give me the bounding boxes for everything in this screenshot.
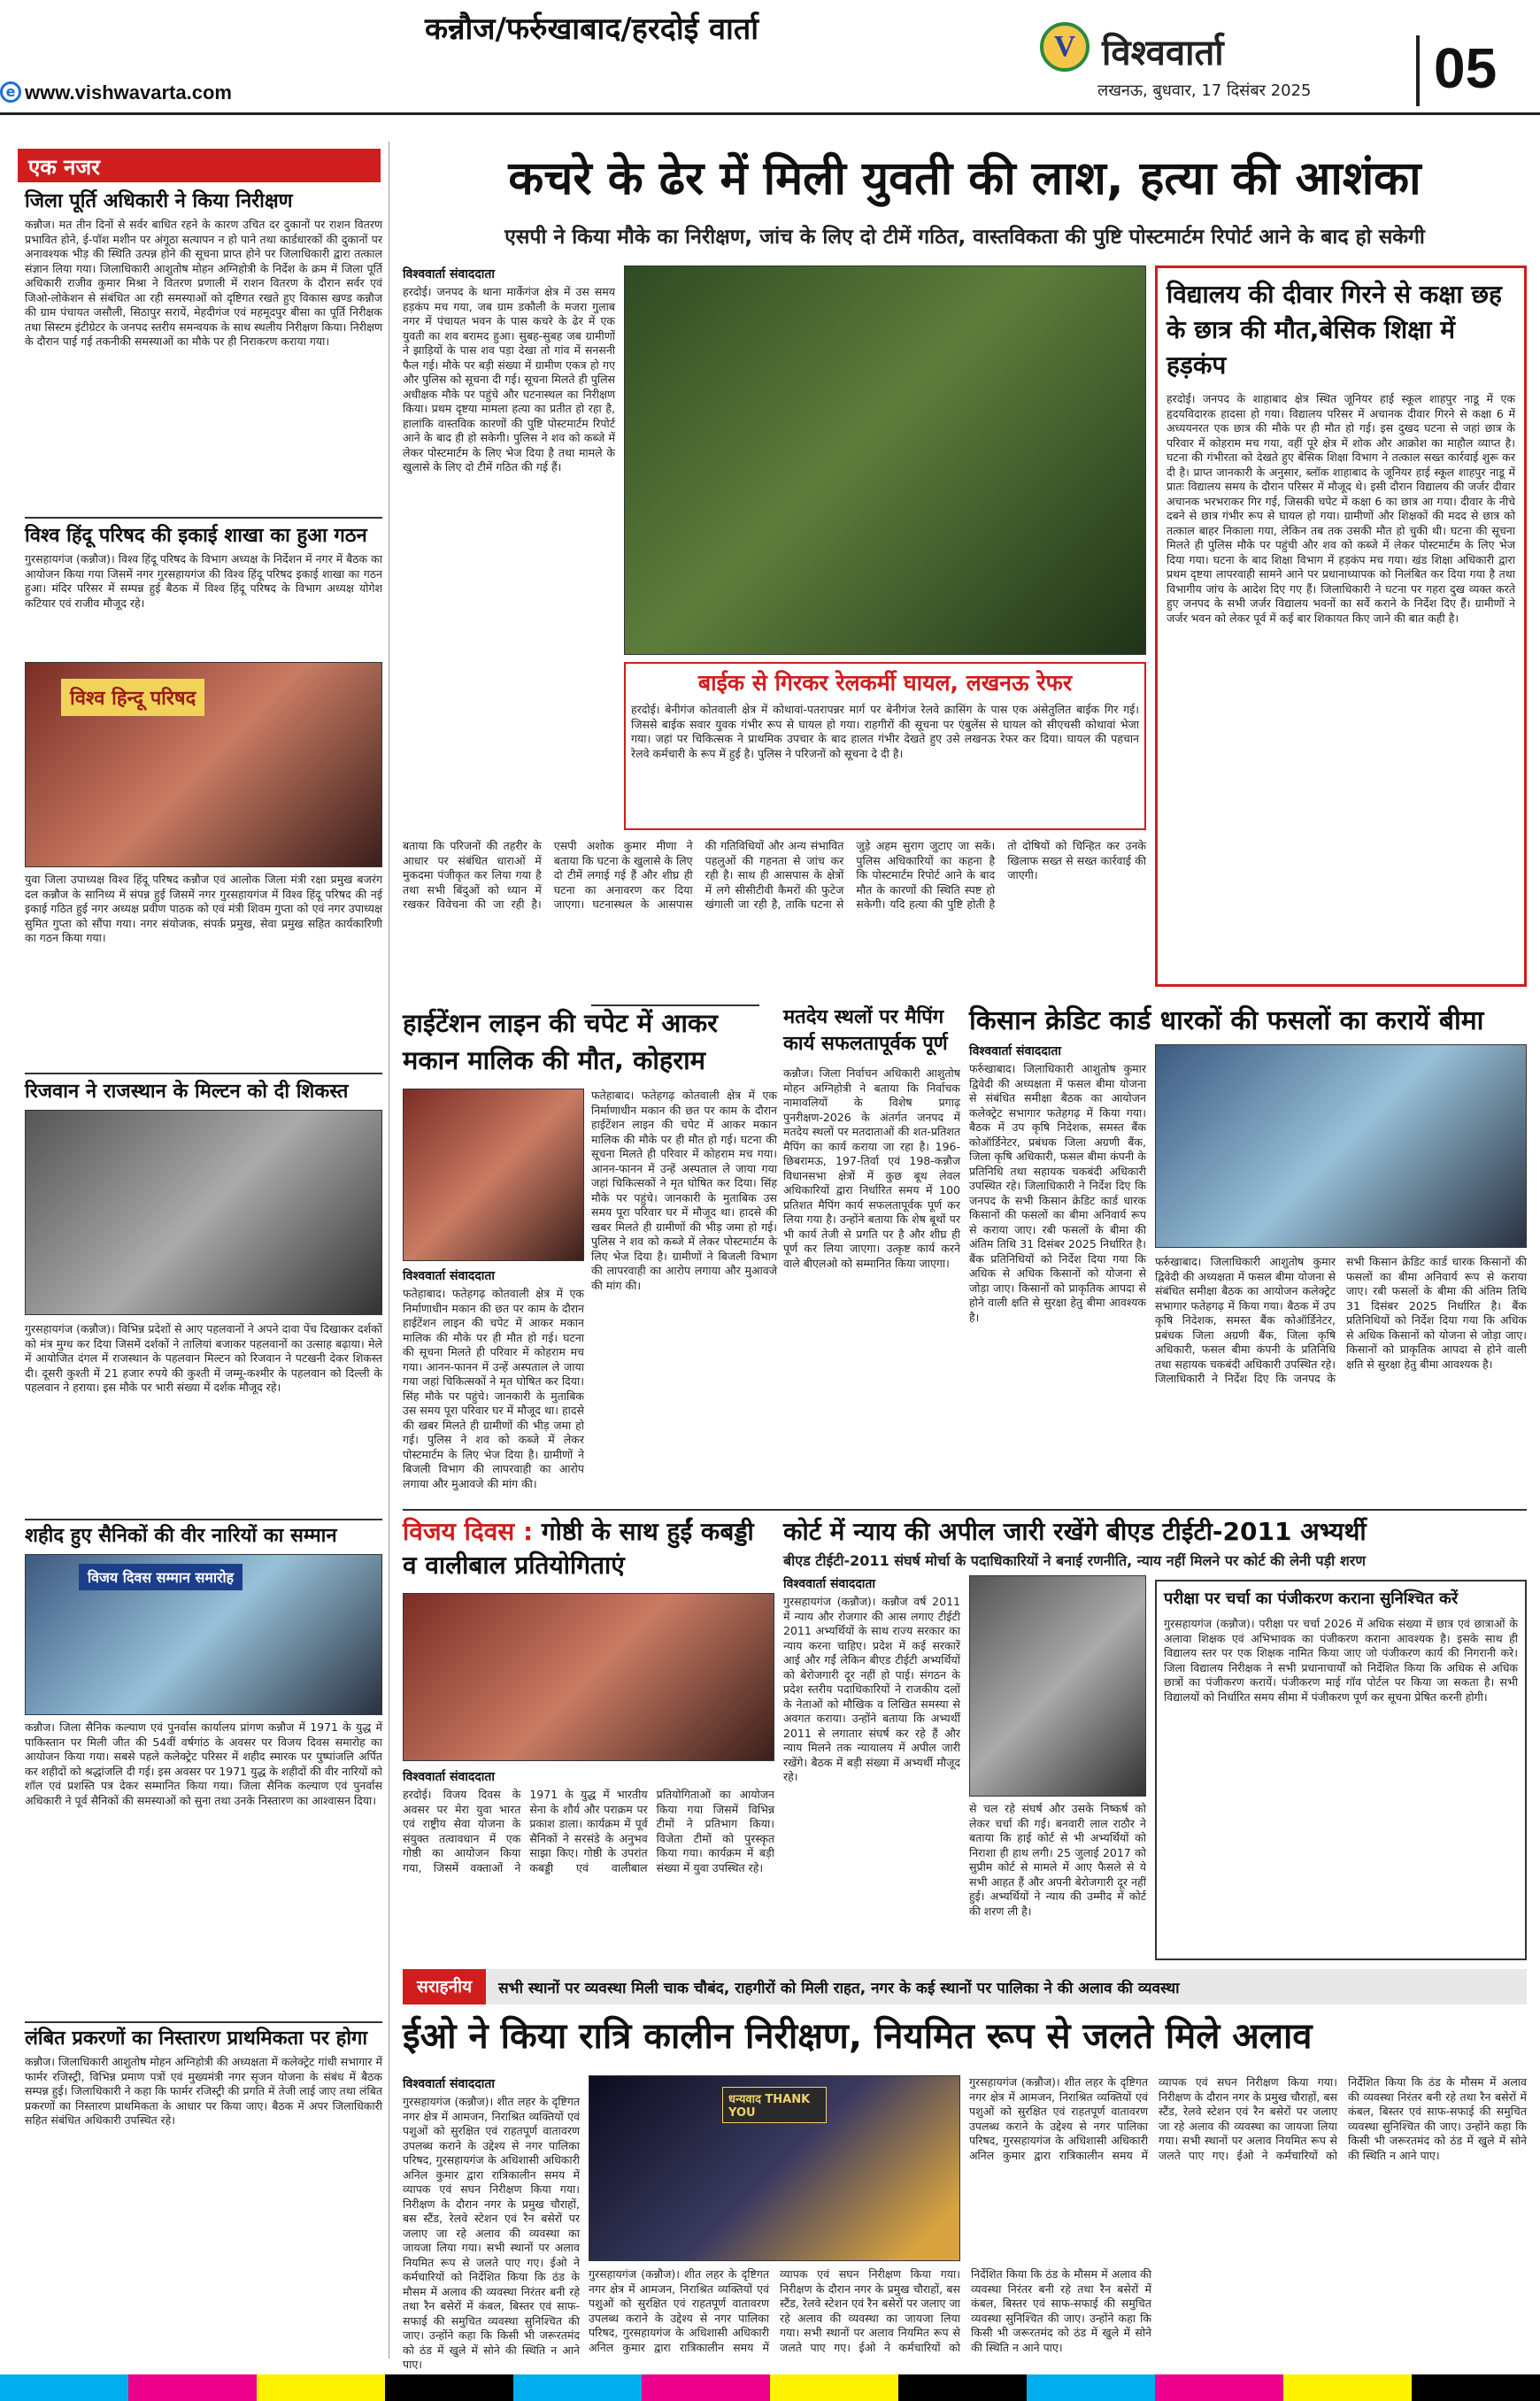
tet-byline: विश्ववार्ता संवाददाता (783, 1577, 876, 1591)
vijay-headline-text: गोष्ठी के साथ हुईं कबड्डी व वालीबाल प्रतियोगिताएं (403, 1517, 754, 1580)
pariksha-story-box (1155, 1580, 1527, 1960)
lead-deck: एसपी ने किया मौके का निरीक्षण, जांच के लिए दो टीमें गठित, वास्तविकता की पुष्टि पोस्टमार्टम रिपोर्ट आने के बाद हो सकेगी (504, 226, 1425, 249)
story-body: कन्नौज। जिला सैनिक कल्याण एवं पुनर्वास कार्यालय प्रांगण कन्नौज में 1971 के युद्ध में पाकिस्तान पर मिली जीत की 54वीं वर्षगांठ के अवसर पर विजय दिवस समारोह का आयोजन किया गया। सबसे पहले कलेक्ट्रेट परिसर में शहीद स्मारक पर पुष्पांजलि अर्पित कर शहीदों को श्रद्धांजलि दी गई। इस अवसर पर 1971 युद्ध के शहीदों की वीर नारियों को शॉल एवं प्रशस्ति पत्र देकर सम्मानित किया गया। जिला सैनिक कल्याण एवं पुनर्वास अधिकारी ने पूर्व सैनिकों की समस्याओं को सुना तथा उनके निस्तारण का आश्वासन दिया। (25, 1720, 382, 1807)
hightension-body-2: फतेहाबाद। फतेहगढ़ कोतवाली क्षेत्र में एक निर्माणाधीन मकान की छत पर काम के दौरान हाईटेंशन लाइन की चपेट में आकर मकान मालिक की मौके पर ही मौत हो गई। घटना की सूचना मिलते ही परिवार में कोहराम मच गया। आनन-फानन में उन्हें अस्पताल ले जाया गया जहां चिकित्सकों ने मृत घोषित कर दिया। सिंह मौके पर पहुंचे। जानकारी के मुताबिक उस समय पूरा परिवार घर में मौजूद था। हादसे की खबर मिलते ही ग्रामीणों की भीड़ जमा हो गई। पुलिस ने शव को कब्जे में लेकर पोस्टमार्टम के लिए भेज दिया है। ग्रामीणों ने बिजली विभाग की लापरवाही का आरोप लगाया और मुआवजे की मांग की। (591, 1089, 777, 1292)
eo-byline: विश्ववार्ता संवाददाता (403, 2077, 496, 2091)
school-story-box (1155, 265, 1527, 987)
story-body: गुरसहायगंज (कन्नौज)। विभिन्न प्रदेशों से आए पहलवानों ने अपने दावा पेंच दिखाकर दर्शकों को मंत्र मुग्ध कर दिया जिसमें दर्शकों ने तालियां बजाकर पहलवानों का उत्साह बढ़ाया। मेले में आयोजित दंगल में राजस्थान के पहलवान मिल्टन को रिजवान ने पटखनी देकर शिकस्त दी। दूसरी कुश्ती में 21 हजार रुपये की कुश्ती में जम्मू-कश्मीर के पहलवान को दिल्ली के पहलवान ने हराया। इस मौके पर भारी संख्या में दर्शक मौजूद रहे। (25, 1322, 382, 1394)
photo-banner: विश्व हिन्दू परिषद (61, 679, 204, 716)
story-title: शहीद हुए सैनिकों की वीर नारियों का सम्मान (25, 1525, 337, 1547)
story-body: युवा जिला उपाध्यक्ष विश्व हिंदू परिषद कन्नौज एवं आलोक जिला मंत्री रक्षा प्रमुख बजरंग दल कन्नौज के सानिध्य में संपन्न हुई जिसमें नगर गुरसहायगंज में विश्व हिंदू परिषद की नई इकाई गठित हुई नगर अध्यक्ष प्रवीण पाठक को एवं मंत्री शिवम गुप्ता को एवं नगर उपाध्यक्ष सुमित गुप्ता को सौंपा गया। नगर संयोजक, संपर्क प्रमुख, सेवा प्रमुख सहित कार्यकारिणी का गठन किया गया। (25, 873, 382, 944)
tet-leader-photo (969, 1575, 1146, 1797)
vijay-diwas-photo (403, 1593, 774, 1761)
vijay-headline (403, 1515, 774, 1582)
photo-sign: धन्यवाद THANK YOU (722, 2087, 827, 2123)
pariksha-headline: परीक्षा पर चर्चा का पंजीकरण कराना सुनिश्चित करें (1164, 1589, 1459, 1608)
website-url[interactable]: www.vishwavarta.com (25, 81, 232, 104)
story-body: कन्नौज। जिलाधिकारी आशुतोष मोहन अग्निहोत्री की अध्यक्षता में कलेक्ट्रेट गांधी सभागार में फार्मर रजिस्ट्री, विभिन्न प्रमाण पत्रों एवं मुख्यमंत्री नगर सृजन योजना के संबंध में बैठक सम्पन्न हुई। जिलाधिकारी ने कहा कि फार्मर रजिस्ट्री की प्रगति में तेजी लाई जाए तथा लंबित प्रकरणों का निस्तारण प्राथमिकता के आधार पर किया जाए। बैठक में अपर जिलाधिकारी सहित संबंधित अधिकारी उपस्थित रहे। (25, 2055, 382, 2127)
polling-body: कन्नौज। जिला निर्वाचन अधिकारी आशुतोष मोहन अग्निहोत्री ने बताया कि निर्वाचक नामावलियों के विशेष प्रगाढ़ पुनरीक्षण-2026 के अंतर्गत जनपद में मतदेय स्थलों पर मतदाताओं की शत-प्रतिशत मैपिंग का कार्य कराया जा रहा है। 196-छिबरामऊ, 197-तिर्वा एवं 198-कन्नौज विधानसभा क्षेत्रों में कुछ बूथ लेवल अधिकारियों द्वारा निर्धारित समय में 100 प्रतिशत मैपिंग कार्य सफलतापूर्वक पूर्ण कर लिया गया है। उन्होंने बताया कि शेष बूथों पर भी कार्य तेजी से प्रगति पर है और शीघ्र ही पूर्ण कर लिया जाएगा। उत्कृष्ट कार्य करने वाले बीएलओ को सम्मानित किया जाएगा। (783, 1066, 960, 1270)
bike-body: हरदोई। बेनीगंज कोतवाली क्षेत्र में कोथावां-पतरापन्नर मार्ग पर बेनीगंज रेलवे क्रासिंग के पास एक अंसेतुलित बाईक गिर गई। जिससे बाईक सवार युवक गंभीर रूप से घायल हो गया। राहगीरों की सूचना पर एंबुलेंस से घायल को सीएचसी कोथावां भेजा गया। जहां पर चिकित्सक ने प्राथमिक उपचार के बाद हालत गंभीर देखते हुए उसे लखनऊ रेफर कर दिया। घायल की पहचान रेलवे कर्मचारी के रूप में हुई है। पुलिस ने परिजनों को सूचना दे दी है। (631, 703, 1139, 760)
meeting-hall-photo (1155, 1044, 1527, 1248)
photo-banner: विजय दिवस सम्मान समारोह (79, 1564, 243, 1590)
bike-story-box (624, 662, 1146, 830)
crime-scene-photo (624, 265, 1146, 655)
story-body: गुरसहायगंज (कन्नौज)। विश्व हिंदू परिषद के विभाग अध्यक्ष के निर्देशन में नगर में बैठक का आयोजन किया गया जिसमें नगर गुरसहायगंज की विश्व हिंदू परिषद इकाई शाखा का गठन हुआ। मंदिर परिसर में सम्पन्न हुई बैठक में विश्व हिंदू परिषद के विभाग अध्यक्ष योगेश कटियार एवं राजीव मौजूद रहे। (25, 552, 382, 610)
lead-headline: कचरे के ढेर में मिली युवती की लाश, हत्या की आशंका (508, 152, 1421, 205)
divider (25, 517, 382, 519)
school-headline: विद्यालय की दीवार गिरने से कक्षा छह के छात्र की मौत,बेसिक शिक्षा में हड़कंप (1167, 280, 1502, 380)
eo-body-3: गुरसहायगंज (कन्नौज)। शीत लहर के दृष्टिगत नगर क्षेत्र में आमजन, निराश्रित व्यक्तियों एवं पशुओं को सुरक्षित एवं राहतपूर्ण वातावरण उपलब्ध कराने के उद्देश्य से नगर पालिका परिषद, गुरसहायगंज के अधिशासी अधिकारी अनिल कुमार द्वारा रात्रिकालीन समय में व्यापक एवं सघन निरीक्षण किया गया। निरीक्षण के दौरान नगर के प्रमुख चौराहों, बस स्टैंड, रेलवे स्टेशन एवं रैन बसेरों पर जलाए जा रहे अलाव की व्यवस्था का जायजा लिया गया। सभी स्थानों पर अलाव नियमित रूप से जलते पाए गए। ईओ ने कर्मचारियों को निर्देशित किया कि ठंड के मौसम में अलाव की व्यवस्था निरंतर बनी रहे तथा रैन बसेरों में कंबल, बिस्तर एवं साफ-सफाई की समुचित व्यवस्था सुनिश्चित की जाए। उन्होंने कहा कि किसी भी जरूरतमंद को ठंड में खुले में सोने की स्थिति न आने पाए। (969, 2075, 1527, 2162)
eo-headline: ईओ ने किया रात्रि कालीन निरीक्षण, नियमित रूप से जलते मिले अलाव (403, 2016, 1313, 2057)
story-body: कन्नौज। मत तीन दिनों से सर्वर बाधित रहने के कारण उचित दर दुकानों पर राशन वितरण प्रभावित होने, ई-पॉश मशीन पर अंगूठा सत्यापन न हो पाने तथा कार्डधारकों की दुकानों पर अनावश्यक भीड़ की स्थिति उत्पन्न होने की सूचना प्राप्त होने पर जिलाधिकारी द्वारा तत्काल संज्ञान लिया गया। जिलाधिकारी आशुतोष मोहन अग्निहोत्री के निर्देश के क्रम में जिला पूर्ति अधिकारी राजीव कुमार मिश्रा ने वितरण प्रणाली में राशन वितरण के दौरान सर्वर एवं जिओ-लोकेशन से संबंधित आ रही समस्याओं को दृष्टिगत रखते हुए विकास खण्ड कन्नौज की ग्राम पंचायत जसौली, सिठापुर सरायें, मेहदीगंज एवं महमूदपुर बीसा का पूर्ति निरीक्षक तथा सिस्टम इंटीग्रेटर के जनपद स्तरीय समन्वयक के साथ स्थलीय निरीक्षण किया। निरीक्षण के दौरान पाई गई तकनीकी समस्याओं का मौके पर ही निराकरण कराया गया। (25, 218, 382, 348)
brand-logo-icon: V (1040, 22, 1090, 72)
veer-nari-honour-photo (25, 1554, 382, 1715)
vijay-headline-prefix: विजय दिवस : (403, 1517, 534, 1546)
masthead (0, 0, 1540, 115)
section-label: एक नजर (18, 149, 381, 182)
web-icon: e (0, 81, 21, 103)
edition-title: कन्नौज/फर्रुखाबाद/हरदोई वार्ता (425, 12, 759, 47)
wrestling-photo (25, 1110, 382, 1315)
pariksha-body: गुरसहायगंज (कन्नौज)। परीक्षा पर चर्चा 2026 में अधिक संख्या में छात्र एवं छात्राओं के अलावा शिक्षक एवं अभिभावक का पंजीकरण कराना आवश्यक है। इसके साथ ही विद्यालय स्तर पर एक शिक्षक नामित किया जाए जो पंजीकरण कार्य की निगरानी करे। जिला विद्यालय निरीक्षक ने सभी प्रधानाचार्यों को निर्देशित किया कि अधिक से अधिक छात्रों का पंजीकरण करायें। पंजीकरण माई गॉव पोर्टल पर किया जा सकता है। सभी विद्यालयों को निर्धारित समय सीमा में पंजीकरण पूर्ण कर सूचना प्रेषित करनी होगी। (1164, 1617, 1518, 1704)
hightension-body: फतेहाबाद। फतेहगढ़ कोतवाली क्षेत्र में एक निर्माणाधीन मकान की छत पर काम के दौरान हाईटेंशन लाइन की चपेट में आकर मकान मालिक की मौके पर ही मौत हो गई। घटना की सूचना मिलते ही परिवार में कोहराम मच गया। आनन-फानन में उन्हें अस्पताल ले जाया गया जहां चिकित्सकों ने मृत घोषित कर दिया। सिंह मौके पर पहुंचे। जानकारी के मुताबिक उस समय पूरा परिवार घर में मौजूद था। हादसे की खबर मिलते ही ग्रामीणों की भीड़ जमा हो गई। पुलिस ने शव को कब्जे में लेकर पोस्टमार्टम के लिए भेज दिया है। ग्रामीणों ने बिजली विभाग की लापरवाही का आरोप लगाया और मुआवजे की मांग की। (403, 1287, 584, 1490)
page-number: 05 (1434, 36, 1498, 100)
bike-headline: बाईक से गिरकर रेलकर्मी घायल, लखनऊ रेफर (697, 670, 1073, 696)
kisan-byline: विश्ववार्ता संवाददाता (969, 1044, 1062, 1058)
story-title: लंबित प्रकरणों का निस्तारण प्राथमिकता पर होगा (25, 2028, 368, 2050)
kisan-body-continued: फर्रुखाबाद। जिलाधिकारी आशुतोष कुमार द्विवेदी की अध्यक्षता में फसल बीमा योजना से संबंधित समीक्षा बैठक का आयोजन कलेक्ट्रेट सभागार फतेहगढ़ में किया गया। बैठक में उप कृषि निदेशक, समस्त बैंक कोऑर्डिनेटर, प्रबंधक जिला अग्रणी बैंक, जिला कृषि अधिकारी, फसल बीमा कंपनी के प्रतिनिधि तथा सहायक चकबंदी अधिकारी उपस्थित रहे। जिलाधिकारी ने निर्देश दिए कि जनपद के सभी किसान क्रेडिट कार्ड धारक किसानों की फसलों का बीमा अनिवार्य रूप से कराया जाए। रबी फसलों के बीमा की अंतिम तिथि 31 दिसंबर 2025 निर्धारित है। बैंक प्रतिनिधियों को निर्देश दिया गया कि अधिक से अधिक किसानों को योजना से जोड़ा जाए। किसानों को प्राकृतिक आपदा से होने वाली क्षति से सुरक्षा हेतु बीमा आवश्यक है। (1155, 1255, 1527, 1385)
polling-headline: मतदेय स्थलों पर मैपिंग कार्य सफलतापूर्वक पूर्ण (783, 1006, 948, 1055)
ticker-text: सभी स्थानों पर व्यवस्था मिली चाक चौबंद, राहगीरों को मिली राहत, नगर के कई स्थानों पर पालिका ने की अलाव की व्यवस्था (498, 1979, 1180, 1997)
hightension-spacer (591, 1004, 759, 1006)
kisan-body: फर्रुखाबाद। जिलाधिकारी आशुतोष कुमार द्विवेदी की अध्यक्षता में फसल बीमा योजना से संबंधित समीक्षा बैठक का आयोजन कलेक्ट्रेट सभागार फतेहगढ़ में किया गया। बैठक में उप कृषि निदेशक, समस्त बैंक कोऑर्डिनेटर, प्रबंधक जिला अग्रणी बैंक, जिला कृषि अधिकारी, फसल बीमा कंपनी के प्रतिनिधि तथा सहायक चकबंदी अधिकारी उपस्थित रहे। जिलाधिकारी ने निर्देश दिए कि जनपद के सभी किसान क्रेडिट कार्ड धारक किसानों की फसलों का बीमा अनिवार्य रूप से कराया जाए। रबी फसलों के बीमा की अंतिम तिथि 31 दिसंबर 2025 निर्धारित है। बैंक प्रतिनिधियों को निर्देश दिया गया कि अधिक से अधिक किसानों को योजना से जोड़ा जाए। किसानों को प्राकृतिक आपदा से होने वाली क्षति से सुरक्षा हेतु बीमा आवश्यक है। (969, 1062, 1146, 1324)
page-number-divider (1416, 35, 1420, 106)
vhp-meeting-photo (25, 662, 382, 867)
ticker-bar (403, 1969, 1527, 2005)
dateline: लखनऊ, बुधवार, 17 दिसंबर 2025 (1097, 81, 1312, 100)
school-body: हरदोई। जनपद के शाहाबाद क्षेत्र स्थित जूनियर हाई स्कूल शाहपुर नाडू में एक हृदयविदारक हादसा हो गया। विद्यालय परिसर में अचानक दीवार गिरने से कक्षा 6 में अध्ययनरत एक छात्र की मौके पर ही मौत हो गई। इस दुखद घटना से जहां छात्र के परिवार में कोहराम मच गया, वहीं पूरे क्षेत्र में शोक और आक्रोश का माहौल व्याप्त है। घटना की गंभीरता को देखते हुए बेसिक शिक्षा विभाग ने तत्काल सख्त कार्रवाई शुरू कर दी है। प्राप्त जानकारी के अनुसार, ब्लॉक शाहाबाद के जूनियर हाई स्कूल शाहपुर नाडू में प्रातः विद्यालय समय के दौरान परिसर में मौजूद थे। इसी दौरान विद्यालय की जर्जर दीवार अचानक भरभराकर गिर गई, जिसकी चपेट में कक्षा 6 का छात्र आ गया। दीवार के नीचे दबने से छात्र गंभीर रूप से घायल हो गया। ग्रामीणों और शिक्षकों की मदद से छात्र को तत्काल बाहर निकाला गया, लेकिन तब तक उसकी मौत हो चुकी थी। घटना की सूचना मिलते ही पुलिस मौके पर पहुंची और शव को कब्जे में लेकर पोस्टमार्टम के लिए भेज दिया गया। घटना के बाद शिक्षा विभाग में हड़कंप मच गया। खंड शिक्षा अधिकारी द्वारा प्रथम दृष्टया लापरवाही सामने आने पर प्रधानाध्यापक को निलंबित कर दिया गया है तथा विभागीय जांच के आदेश दिए गए हैं। जिलाधिकारी ने घटना पर गहरा दुख व्यक्त करते हुए जनपद के सभी जर्जर विद्यालय भवनों का सर्वे कराने के निर्देश दिए हैं। ग्रामीणों ने जर्जर भवन को लेकर पूर्व में कई बार शिकायत किए जाने की बात कही है। (1167, 392, 1515, 625)
hightension-headline: हाईटेंशन लाइन की चपेट में आकर मकान मालिक की मौत, कोहराम (403, 1008, 718, 1075)
story-title: विश्व हिंदू परिषद की इकाई शाखा का हुआ गठन (25, 525, 367, 547)
lead-body-continued: बताया कि परिजनों की तहरीर के आधार पर संबंधित धाराओं में मुकदमा पंजीकृत कर लिया गया है तथा सभी बिंदुओं को ध्यान में रखकर विवेचना की जा रही है। एसपी अशोक कुमार मीणा ने बताया कि घटना के खुलासे के लिए दो टीमें लगाई गई हैं और शीघ्र ही घटना का अनावरण कर दिया जाएगा। घटनास्थल के आसपास की गतिविधियों और अन्य संभावित पहलुओं की गहनता से जांच कर रही है। साथ ही आसपास के क्षेत्रों में लगे सीसीटीवी कैमरों की फुटेज खंगाली जा रही है, ताकि घटना से जुड़े अहम सुराग जुटाए जा सकें। पुलिस अधिकारियों का कहना है कि पोस्टमार्टम रिपोर्ट आने के बाद मौत के कारणों की स्थिति स्पष्ट हो सकेगी। यदि हत्या की पुष्टि होती है तो दोषियों को चिन्हित कर उनके खिलाफ सख्त से सख्त कार्रवाई की जाएगी। (403, 839, 1146, 911)
hightension-byline: विश्ववार्ता संवाददाता (403, 1269, 496, 1283)
divider (403, 1509, 1527, 1511)
night-inspection-photo (589, 2075, 960, 2261)
tet-headline: कोर्ट में न्याय की अपील जारी रखेंगे बीएड टीईटी-2011 अभ्यर्थी (783, 1517, 1367, 1546)
story-title: रिजवान ने राजस्थान के मिल्टन को दी शिकस्त (25, 1081, 349, 1103)
lead-byline: विश्ववार्ता संवाददाता (403, 267, 496, 281)
print-registration-bar (0, 2374, 1540, 2401)
eo-body-2: गुरसहायगंज (कन्नौज)। शीत लहर के दृष्टिगत नगर क्षेत्र में आमजन, निराश्रित व्यक्तियों एवं पशुओं को सुरक्षित एवं राहतपूर्ण वातावरण उपलब्ध कराने के उद्देश्य से नगर पालिका परिषद, गुरसहायगंज के अधिशासी अधिकारी अनिल कुमार द्वारा रात्रिकालीन समय में व्यापक एवं सघन निरीक्षण किया गया। निरीक्षण के दौरान नगर के प्रमुख चौराहों, बस स्टैंड, रेलवे स्टेशन एवं रैन बसेरों पर जलाए जा रहे अलाव की व्यवस्था का जायजा लिया गया। सभी स्थानों पर अलाव नियमित रूप से जलते पाए गए। ईओ ने कर्मचारियों को निर्देशित किया कि ठंड के मौसम में अलाव की व्यवस्था निरंतर बनी रहे तथा रैन बसेरों में कंबल, बिस्तर एवं साफ-सफाई की समुचित व्यवस्था सुनिश्चित की जाए। उन्होंने कहा कि किसी भी जरूरतमंद को ठंड में खुले में सोने की स्थिति न आने पाए। (589, 2267, 1151, 2354)
story-title: जिला पूर्ति अधिकारी ने किया निरीक्षण (25, 190, 293, 212)
vijay-byline: विश्ववार्ता संवाददाता (403, 1770, 496, 1784)
tet-body-continued: से चल रहे संघर्ष और उसके निष्कर्ष को लेकर चर्चा की गई। बनवारी लाल राठौर ने बताया कि हाई कोर्ट से भी अभ्यर्थियों को निराशा ही हाथ लगी। 25 जुलाई 2017 को सुप्रीम कोर्ट से मामले में आए फैसले से ये सभी आहत हैं और अपनी बेरोजगारी दूर नहीं हुई। अभ्यर्थियों ने न्याय की उम्मीद में कोर्ट की शरण ली है। (969, 1802, 1146, 1918)
tet-body: गुरसहायगंज (कन्नौज)। कन्नौज वर्ष 2011 में न्याय और रोजगार की आस लगाए टीईटी 2011 अभ्यर्थियों के साथ राज्य सरकार का न्याय करना चाहिए। प्रदेश में कई सरकारें आई और गईं लेकिन बीएड टीईटी अभ्यर्थियों को बेरोजगारी दूर नहीं हो पाई। संगठन के प्रदेश स्तरीय पदाधिकारियों ने राजकीय दलों के नेताओं को मौखिक व लिखित समस्या से अवगत कराया। उन्होंने बताया कि अभ्यर्थी 2011 से लगातार संघर्ष कर रहे हैं और न्याय मिलने तक न्यायालय में अपील जारी रखेंगे। बैठक में बड़ी संख्या में अभ्यर्थी मौजूद रहे। (783, 1595, 960, 1783)
eo-body: गुरसहायगंज (कन्नौज)। शीत लहर के दृष्टिगत नगर क्षेत्र में आमजन, निराश्रित व्यक्तियों एवं पशुओं को सुरक्षित एवं राहतपूर्ण वातावरण उपलब्ध कराने के उद्देश्य से नगर पालिका परिषद, गुरसहायगंज के अधिशासी अधिकारी अनिल कुमार द्वारा रात्रिकालीन समय में व्यापक एवं सघन निरीक्षण किया गया। निरीक्षण के दौरान नगर के प्रमुख चौराहों, बस स्टैंड, रेलवे स्टेशन एवं रैन बसेरों पर जलाए जा रहे अलाव की व्यवस्था का जायजा लिया गया। सभी स्थानों पर अलाव नियमित रूप से जलते पाए गए। ईओ ने कर्मचारियों को निर्देशित किया कि ठंड के मौसम में अलाव की व्यवस्था निरंतर बनी रहे तथा रैन बसेरों में कंबल, बिस्तर एवं साफ-सफाई की समुचित व्यवस्था सुनिश्चित की जाए। उन्होंने कहा कि किसी भी जरूरतमंद को ठंड में खुले में सोने की स्थिति न आने पाए। (403, 2095, 580, 2371)
lead-body: हरदोई। जनपद के थाना मार्केगंज क्षेत्र में उस समय हड़कंप मच गया, जब ग्राम डकौली के मजरा गुलाब नगर में पंचायत भवन के पास कचरे के ढेर में एक युवती का शव बरामद हुआ। सुबह-सुबह जब ग्रामीणों ने झाड़ियों के पास शव पड़ा देखा तो गांव में सनसनी फैल गई। मौके पर बड़ी संख्या में ग्रामीण एकत्र हो गए और पुलिस को सूचना दी गई। सूचना मिलते ही पुलिस अधीक्षक मौके पर पहुंचे और घटनास्थल का निरीक्षण किया। प्रथम दृष्टया मामला हत्या का प्रतीत हो रहा है, हालांकि वास्तविक कारणों की पुष्टि पोस्टमार्टम रिपोर्ट आने के बाद ही हो सकेगी। पुलिस ने शव को कब्जे में लेकर पोस्टमार्टम के लिए भेज दिया है तथा मामले के खुलासे के लिए दो टीमें गठित की गई हैं। (403, 285, 615, 473)
divider (25, 2021, 382, 2023)
tet-deck: बीएड टीईटी-2011 संघर्ष मोर्चा के पदाधिकारियों ने बनाई रणनीति, न्याय नहीं मिलने पर कोर्ट की लेनी पड़ी शरण (783, 1552, 1366, 1569)
divider (25, 1073, 382, 1074)
divider (25, 1519, 382, 1520)
ticker-label: सराहनीय (403, 1969, 486, 2005)
kisan-headline: किसान क्रेडिट कार्ड धारकों की फसलों का करायें बीमा (969, 1005, 1484, 1036)
hightension-photo (403, 1089, 584, 1261)
vijay-body: हरदोई। विजय दिवस के अवसर पर मेरा युवा भारत एवं राष्ट्रीय सेवा योजना के संयुक्त तत्वावधान में एक गोष्ठी का आयोजन किया गया, जिसमें वक्ताओं ने 1971 के युद्ध में भारतीय सेना के शौर्य और पराक्रम पर प्रकाश डाला। कार्यक्रम में पूर्व सैनिकों ने सरसंडे के अनुभव साझा किए। गोष्ठी के उपरांत कबड्डी एवं वालीबाल प्रतियोगिताओं का आयोजन किया गया जिसमें विभिन्न टीमों ने प्रतिभाग किया। विजेता टीमों को पुरस्कृत किया गया। कार्यक्रम में बड़ी संख्या में युवा उपस्थित रहे। (403, 1788, 774, 1874)
brand-name: विश्ववार्ता (1102, 33, 1224, 73)
